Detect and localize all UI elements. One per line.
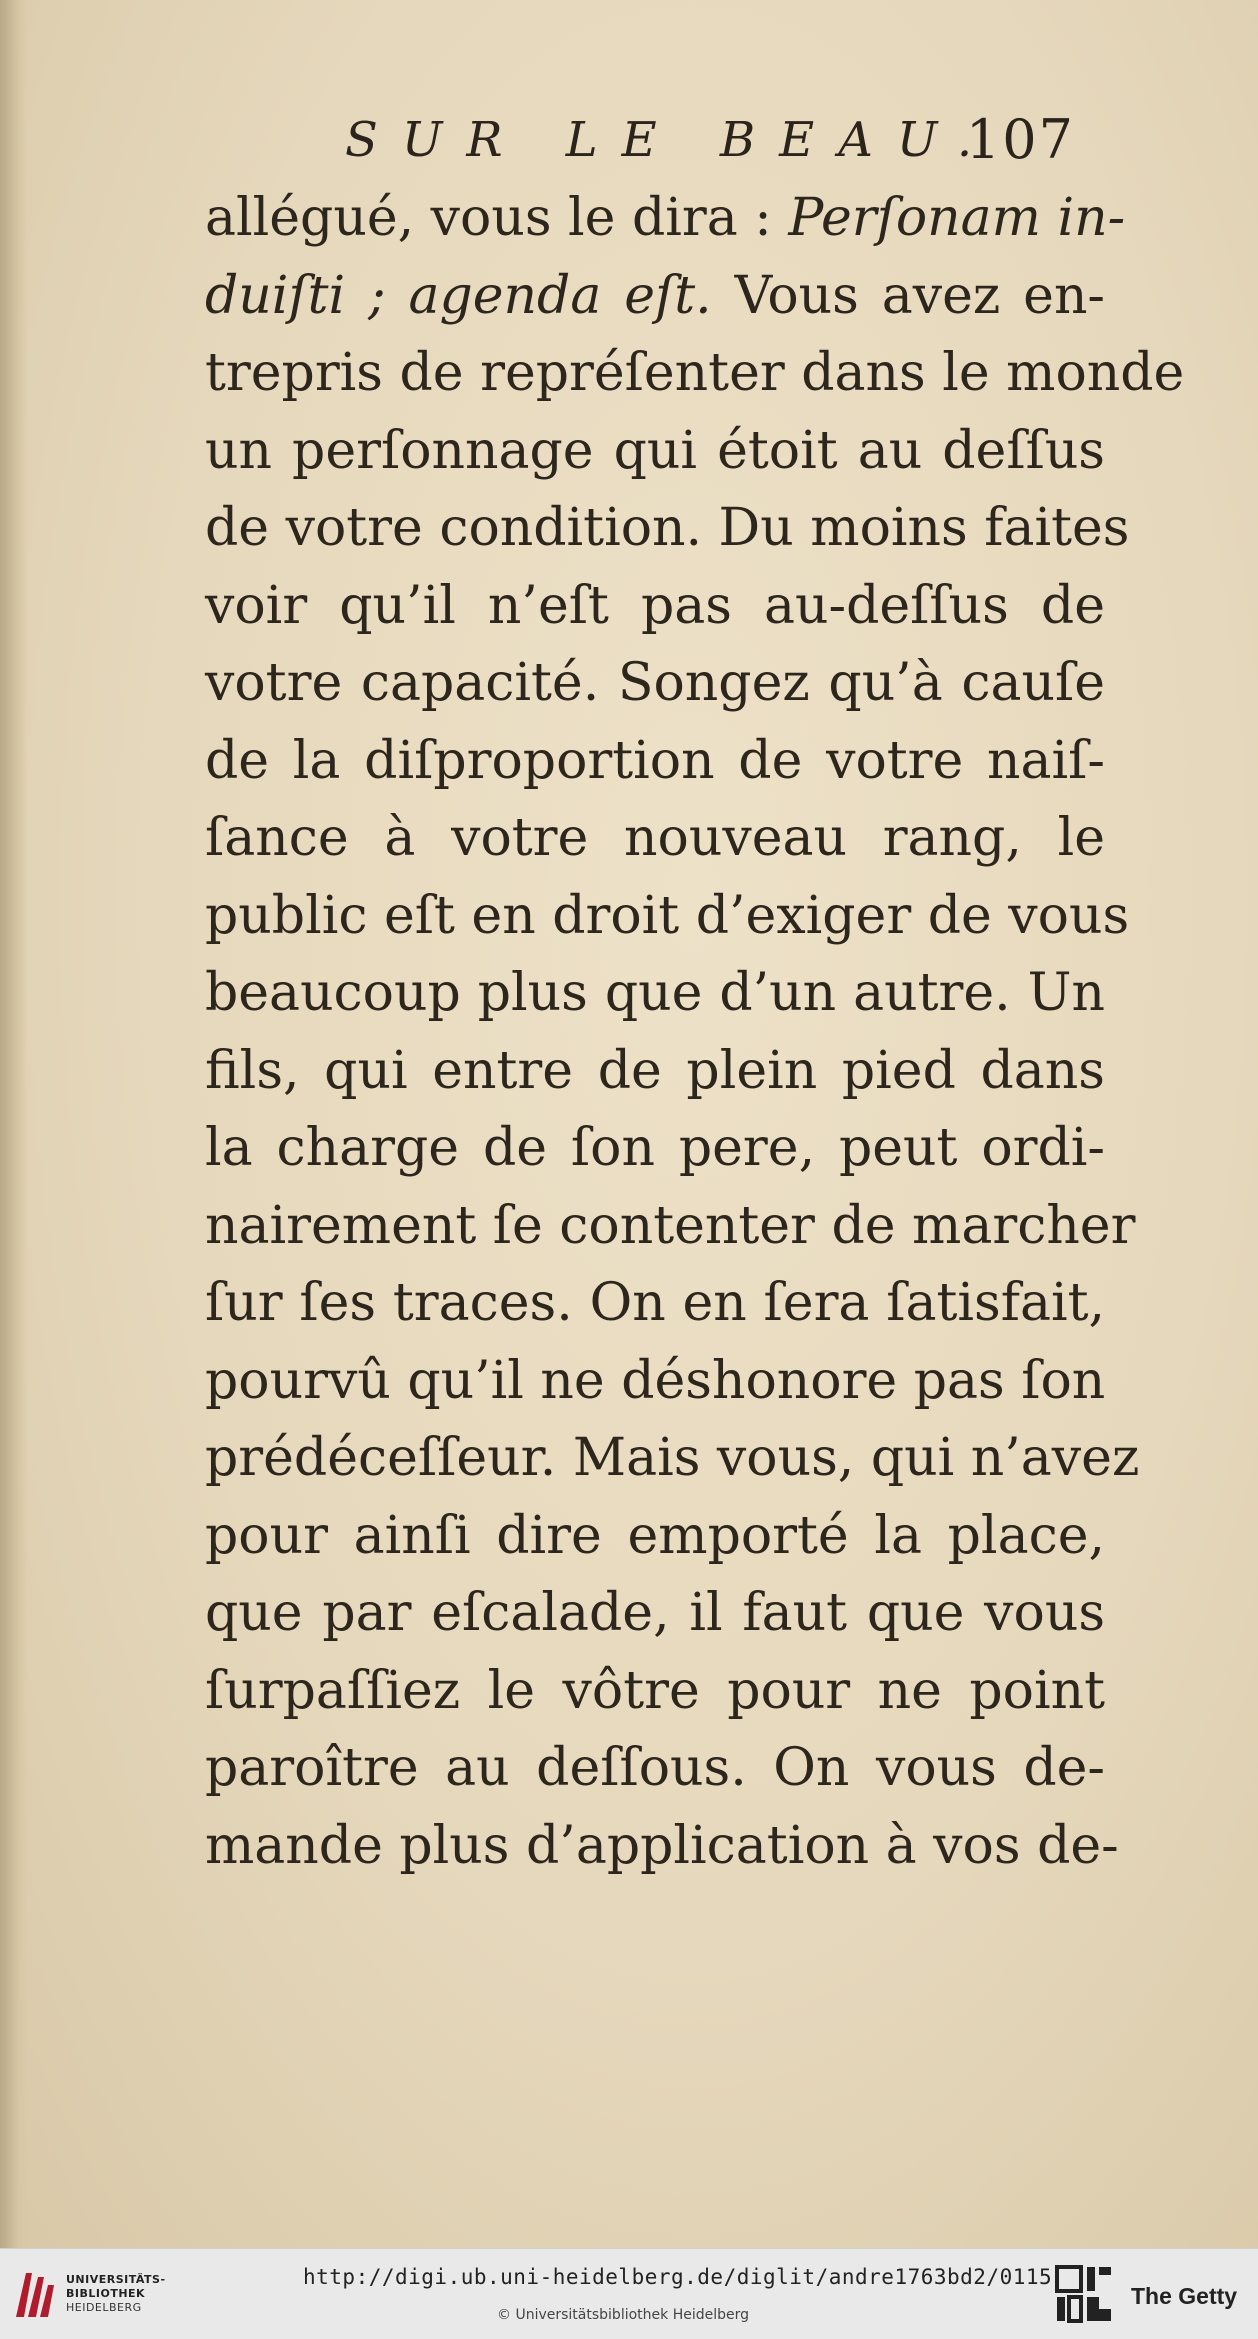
page-number: 107 [965,108,1075,171]
running-head-title: SUR LE BEAU. [345,112,997,168]
text-run: fils, qui entre de plein pied dans [205,1040,1105,1101]
text-line [205,258,1105,336]
text-line [205,335,1185,413]
text-run: mande plus d’application à vos de- [205,1815,1119,1876]
text-line [205,1808,1119,1886]
text-line [205,723,1105,801]
text-line [205,800,1105,878]
text-run: Vous avez en- [711,265,1105,326]
text-line [205,1575,1105,1653]
logo-line: UNIVERSITÄTS- [66,2273,166,2286]
text-line [205,1033,1105,1111]
ub-heidelberg-logo-text [66,2273,166,2315]
text-line [205,413,1105,491]
text-run: ſurpaſſiez le vôtre pour ne point [205,1660,1105,1721]
text-line [205,1110,1105,1188]
text-line [205,1188,1136,1266]
getty-logo[interactable] [1055,2265,1255,2325]
text-run: trepris de repréſenter dans le monde [205,343,1185,403]
text-run: paroître au deſſous. On vous de- [205,1738,1105,1798]
text-run: que par eſcalade, il faut que vous [205,1583,1105,1643]
text-line [205,1420,1140,1498]
text-run: beaucoup plus que d’un autre. Un [205,963,1105,1023]
copyright-notice: © Universitätsbibliothek Heidelberg [497,2307,750,2323]
text-run: nairement ſe contenter de marcher [205,1195,1136,1256]
text-line [205,490,1130,568]
running-head [345,108,1075,178]
text-run: votre capacité. Songez qu’à cauſe [205,653,1105,713]
text-run: un perſonnage qui étoit au deſſus [205,420,1105,481]
text-run: pour ainſi dire emporté la place, [205,1505,1105,1566]
getty-label: The Getty [1131,2283,1238,2309]
text-line [205,878,1130,956]
text-run: allégué, vous le dira : [205,188,789,248]
text-run: pourvû qu’il ne déshonore pas ſon [205,1350,1106,1411]
text-line [205,180,1126,258]
text-line [205,568,1105,646]
text-line [205,645,1105,723]
text-line [205,955,1105,1033]
logo-line: BIBLIOTHEK [66,2287,146,2300]
ub-heidelberg-logo[interactable] [12,2267,166,2323]
text-line [205,1343,1105,1421]
body-text [205,180,1185,1885]
text-line [205,1730,1105,1808]
footer-bar [0,2248,1258,2339]
page-gutter-shadow [0,0,28,2248]
italic-phrase: Perſonam in- [788,188,1126,248]
text-run: ſur ſes traces. On en ſera ſatisfait, [205,1273,1105,1333]
italic-phrase: duiſti ; agenda eſt. [205,265,712,326]
text-line [205,1498,1105,1576]
text-run: public eſt en droit d’exiger de vous [205,885,1130,946]
text-run: prédéceſſeur. Mais vous, qui n’avez [205,1428,1140,1488]
text-run: voir qu’il n’eſt pas au-deſſus de [205,575,1105,636]
text-run: de la diſproportion de votre naiſ- [205,730,1105,791]
ub-heidelberg-logo-icon [12,2267,56,2321]
permalink-url[interactable]: http://digi.ub.uni-heidelberg.de/diglit/andre1763bd2/0115 [303,2265,1053,2289]
logo-line: HEIDELBERG [66,2301,142,2314]
getty-logo-icon [1055,2265,1113,2323]
text-run: la charge de ſon pere, peut ordi- [205,1118,1105,1178]
text-run: ſance à votre nouveau rang, le [205,808,1105,868]
text-line [205,1265,1105,1343]
text-line [205,1653,1105,1731]
text-run: de votre condition. Du moins faites [205,498,1130,558]
